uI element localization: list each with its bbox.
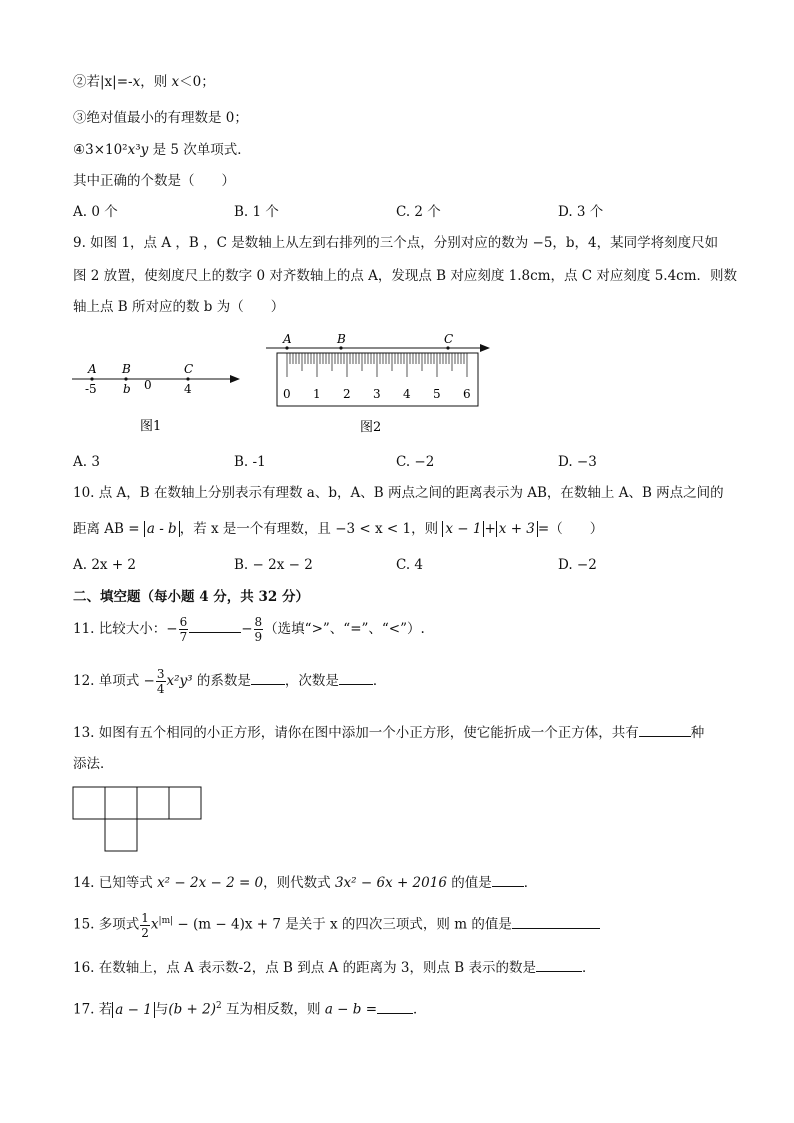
q10-option-d[interactable]: D. −2 [558, 557, 597, 573]
q11-answer-blank[interactable] [189, 618, 241, 633]
q14: 14. 已知等式 x² − 2x − 2 = 0，则代数式 3x² − 6x + 2016 的值是 ． [73, 872, 537, 893]
q15: 15. 多项式 $\frac{1}{2}$ $x^{|m|} - (m - 4)x + 7$ 是关于 x 的四次三项式，则 m 的值是 [73, 906, 600, 940]
figure-five-squares [72, 786, 206, 854]
q10-option-b[interactable]: B. − 2x − 2 [234, 557, 313, 573]
fraction-8-9: $\frac{8}{9}$ [254, 615, 263, 644]
q12: 12. 单项式 − $\frac{3}{4}$ x²y³ 的系数是 ，次数是 ． [73, 667, 387, 696]
ruler-axis-arrow-icon [480, 344, 490, 352]
square-1 [73, 787, 105, 819]
q10-line-1: 10. 点 A，B 在数轴上分别表示有理数 a、b，A、B 两点之间的距离表示为 AB，在数轴上 A、B 两点之间的 [73, 485, 724, 501]
q8-option-d[interactable]: D. 3 个 [558, 204, 604, 220]
ruler-numbers [283, 387, 471, 401]
ruler-ticks [287, 353, 467, 377]
q14-answer-blank[interactable] [492, 872, 524, 887]
square-2 [105, 787, 137, 819]
square-3 [137, 787, 169, 819]
q9-option-b[interactable]: B. -1 [234, 454, 266, 470]
q8-option-b[interactable]: B. 1 个 [234, 204, 279, 220]
fig2-label-b: B [337, 332, 346, 346]
ruler-point-b [339, 346, 342, 349]
q13-answer-blank[interactable] [639, 722, 691, 737]
point-b-dot [124, 377, 127, 380]
q10-line-2: 距离 AB = a - b ，若 x 是一个有理数，且 −3 < x < 1，则 x − 1 + x + 3 =（ ） [73, 521, 604, 537]
fig2-label-a: A [283, 332, 292, 346]
ruler-number: 6 [463, 387, 471, 401]
q13-line-1: 13. 如图有五个相同的小正方形，请你在图中添加一个小正方形，使它能折成一个正方体，共有 种 [73, 722, 704, 743]
q9-option-d[interactable]: D. −3 [558, 454, 597, 470]
q16: 16. 在数轴上，点 A 表示数-2，点 B 到点 A 的距离为 3，则点 B 表示的数是 ． [73, 957, 595, 978]
fig1-value-a: -5 [85, 382, 97, 396]
q8-option-c[interactable]: C. 2 个 [396, 204, 441, 220]
q17: 17. 若 a − 1 与$(b + 2)^2$ 互为相反数，则 a − b = ． [73, 996, 427, 1020]
section-2-heading: 二、填空题（每小题 4 分，共 32 分） [73, 589, 309, 605]
q9-option-a[interactable]: A. 3 [73, 454, 100, 470]
fig1-value-b: b [123, 382, 131, 396]
q12-coefficient-blank[interactable] [251, 670, 285, 685]
q13-line-2: 添法． [73, 756, 114, 772]
q9-line-2: 图 2 放置，使刻度尺上的数字 0 对齐数轴上的点 A，发现点 B 对应刻度 1.8cm，点 C 对应刻度 5.4cm．则数 [73, 268, 738, 284]
statement-2: ②若|x|=-x，则 x＜0； [73, 74, 215, 90]
q9-line-1: 9. 如图 1，点 A ，B ，C 是数轴上从左到右排列的三个点，分别对应的数为 −5，b，4，某同学将刻度尺如 [73, 235, 719, 251]
q10-option-a[interactable]: A. 2x + 2 [73, 557, 137, 573]
q9-line-3: 轴上点 B 所对应的数 b 为（ ） [73, 299, 285, 315]
square-5 [105, 819, 137, 851]
q11: 11. 比较大小：− $\frac{6}{7}$ − $\frac{8}{9}$ （选填“>”、“=”、“<”）. [73, 615, 425, 644]
point-a-dot [90, 377, 93, 380]
fraction-1-2: $\frac{1}{2}$ [141, 910, 149, 940]
q10-option-c[interactable]: C. 4 [396, 557, 424, 573]
q12-degree-blank[interactable] [339, 670, 373, 685]
ruler-number: 5 [433, 387, 441, 401]
fig1-label-a: A [88, 362, 97, 376]
ruler-number: 3 [373, 387, 381, 401]
fig1-label-b: B [122, 362, 131, 376]
ruler-number: 1 [313, 387, 321, 401]
figure-1-number-line [68, 355, 248, 435]
figure-2-ruler [262, 330, 502, 440]
q16-answer-blank[interactable] [536, 957, 582, 972]
fig2-caption: 图2 [360, 420, 382, 435]
question-8-prompt: 其中正确的个数是（ ） [73, 173, 235, 189]
ruler-number: 4 [403, 387, 411, 401]
fig2-label-c: C [444, 332, 454, 346]
fig1-value-zero: 0 [144, 378, 152, 392]
ruler-point-c [446, 346, 449, 349]
q8-option-a[interactable]: A. 0 个 [73, 204, 118, 220]
fig1-caption: 图1 [140, 419, 162, 434]
fig1-label-c: C [184, 362, 194, 376]
q9-option-c[interactable]: C. −2 [396, 454, 435, 470]
fig1-value-c: 4 [184, 382, 192, 396]
ruler-number: 2 [343, 387, 351, 401]
number-line-arrow-icon [230, 375, 240, 383]
q17-answer-blank[interactable] [377, 999, 413, 1014]
square-4 [169, 787, 201, 819]
q15-answer-blank[interactable] [512, 914, 600, 929]
point-c-dot [186, 377, 189, 380]
statement-4: ④3×10²x³y 是 5 次单项式． [73, 142, 251, 158]
ruler-point-a [285, 346, 288, 349]
fraction-6-7: $\frac{6}{7}$ [179, 615, 188, 644]
ruler-number: 0 [283, 387, 291, 401]
fraction-3-4: $\frac{3}{4}$ [156, 667, 165, 696]
statement-3: ③绝对值最小的有理数是 0； [73, 110, 248, 126]
